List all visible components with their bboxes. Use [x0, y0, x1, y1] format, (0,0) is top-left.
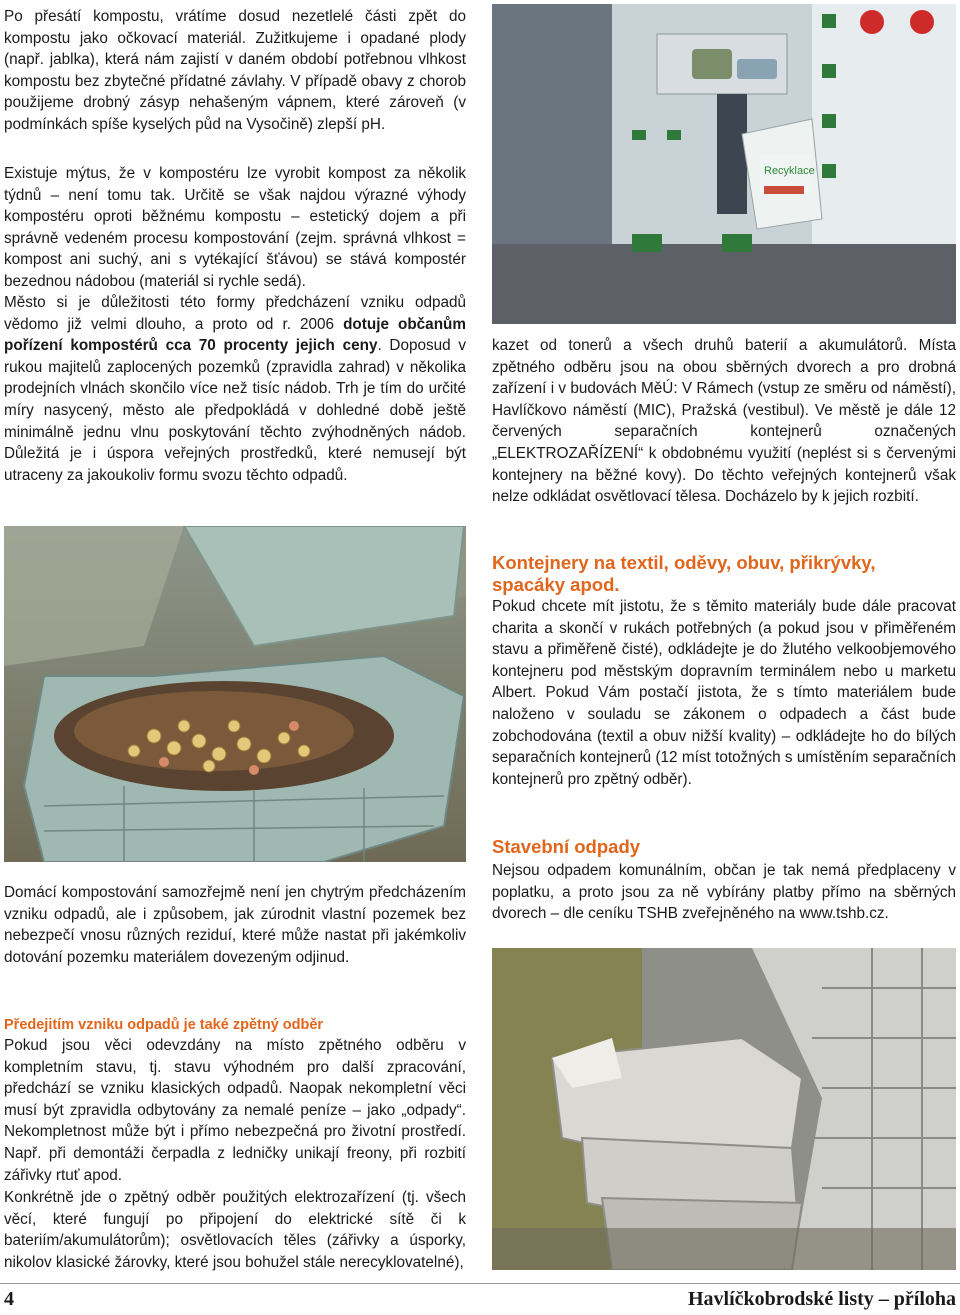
col1-paragraph-4: Domácí kompostování samozřejmě není jen chytrým předcházením vzniku odpadů, ale i způsobem, jak zúrodnit vlastní pozemek bez nebezpečí vnosu různých reziduí, které může nastat při jakémkoliv dotování pozemku materiálem dovezeným odjinud. [4, 884, 466, 966]
recycling-label: Recyklace [764, 165, 815, 177]
col2-paragraph-3: Nejsou odpadem komunálním, občan je tak nemá předplaceny v poplatku, a proto jsou za ně vybírány platby přímo na sběrných dvorech – dle ceníku TSHB zveřejněného na www.tshb.cz. [492, 862, 956, 923]
col1-paragraph-3: Město si je důležitosti této formy předcházení vzniku odpadů vědomo již velmi dlouho, a proto od r. 2006 dotuje občanům pořízení kompostérů cca 70 procenty jejich ceny. Doposud v rukou majitelů zaplocených pozemků (zpravidla zahrad) v několika prodejních vlnách skončilo více než tisíc nádob. Trh je tím do určité míry nasycený, město ale předpokládá v dohledné době ještě minimálně jednu vlnu poskytování těchto zvýhodněných nádob. Důležitá je i úspora veřejných prostředků, které nemusejí být utraceny za jakoukoliv formu svozu těchto odpadů. [4, 294, 466, 484]
col1-paragraph-6: Konkrétně jde o zpětný odběr použitých elektrozařízení (tj. všech věcí, které fungují po připojení do elektrické sítě či k bateriím/akumulátorům); osvětlovacích těles (zářivky a úsporky, nikolov klasické žárovky, které jsou bohužel stále nerecyklovatelné), [4, 1189, 466, 1271]
construction-waste-photo [492, 948, 956, 1270]
col1-paragraph-1: Po přesátí kompostu, vrátíme dosud nezetlelé části zpět do kompostu jako očkovací materiál. Zužitkujeme i opadané plody (např. jablka), která nám zajistí v daném období potřebnou vlhkost kompostu bez zbytečné přídatné závlahy. V případě obavy z chorob použijeme drobný zásyp nehašeným vápnem, které zároveň (v podmínkách spíše kyselých půd na Vysočině) zlepší pH. [4, 8, 466, 133]
publication-title: Havlíčkobrodské listy – příloha [687, 1288, 956, 1310]
col2-paragraph-1: kazet od tonerů a všech druhů baterií a akumulátorů. Místa zpětného odběru jsou na obou sběrných dvorech a pro drobná zařízení i v budovách MěÚ: V Rámech (vstup ze směru od náměstí), Havlíčkovo náměstí (MIC), Pražská (vestibul). Ve městě je dále 12 červených separačních kontejnerů označených „ELEKTROZAŘÍZENÍ“ k obdobnému využití (neplést si s červenými kontejnery na běžné kovy). Do těchto veřejných kontejnerů však nelze odkládat osvětlovací tělesa. Docházelo by k jejich rozbití. [492, 337, 956, 506]
construction-waste-illustration [492, 948, 956, 1270]
heading-construction: Stavební odpady [492, 836, 641, 857]
page-number: 4 [4, 1288, 14, 1310]
col1-paragraph-5: Pokud jsou věci odevzdány na místo zpětného odběru v kompletním stavu, tj. stavu výhodném pro další zpracování, předchází se vzniku klasických odpadů. Naopak nekompletní věci musí být zpravidla odbytovány za nemalé peníze – jako „odpady“. Nekompletnost může být i přímo nebezpečná pro životní prostředí. Např. při demontáži čerpadla z ledničky unikají freony, při rozbití zářivky rtuť apod. [4, 1037, 466, 1184]
collection-box-illustration [492, 4, 956, 324]
footer-rule [0, 1283, 960, 1284]
heading-textiles: Kontejnery na textil, oděvy, obuv, přikrývky, spacáky apod. [492, 552, 876, 595]
compost-bin-illustration [4, 526, 466, 862]
heading-reverse-collection: Předejitím vzniku odpadů je také zpětný odběr [4, 1017, 324, 1033]
collection-box-photo [492, 4, 956, 324]
col1-paragraph-2: Existuje mýtus, že v kompostéru lze vyrobit kompost za několik týdnů – není tomu tak. Určitě se však najdou výrazné výhody kompostéru oproti běžnému kompostu – estetický dojem a při správně vedeném procesu kompostování (zejm. správná vlhkost = kompost ani suchý, ani s vytékající šťávou) se stává kompostér bezednou nádobou (materiál si rychle sedá). [4, 165, 466, 290]
col2-paragraph-2: Pokud chcete mít jistotu, že s těmito materiály bude dále pracovat charita a skončí v rukách potřebných (a pokud jsou v přiměřeném stavu a přiměřeně čisté), odkládejte je do žlutého velkoobjemového kontejneru pod městským dopravním terminálem nebo u marketu Albert. Pokud Vám postačí jistota, že s tímto materiálem bude naloženo v souladu se zákonem o odpadech a část bude zobchodována (textil a obuv nižší kvality) – odkládejte ho do bílých separačních kontejnerů (12 míst totožných s umístěním separačních kontejnerů pro zpětný odběr). [492, 598, 956, 788]
compost-bin-photo [4, 526, 466, 862]
